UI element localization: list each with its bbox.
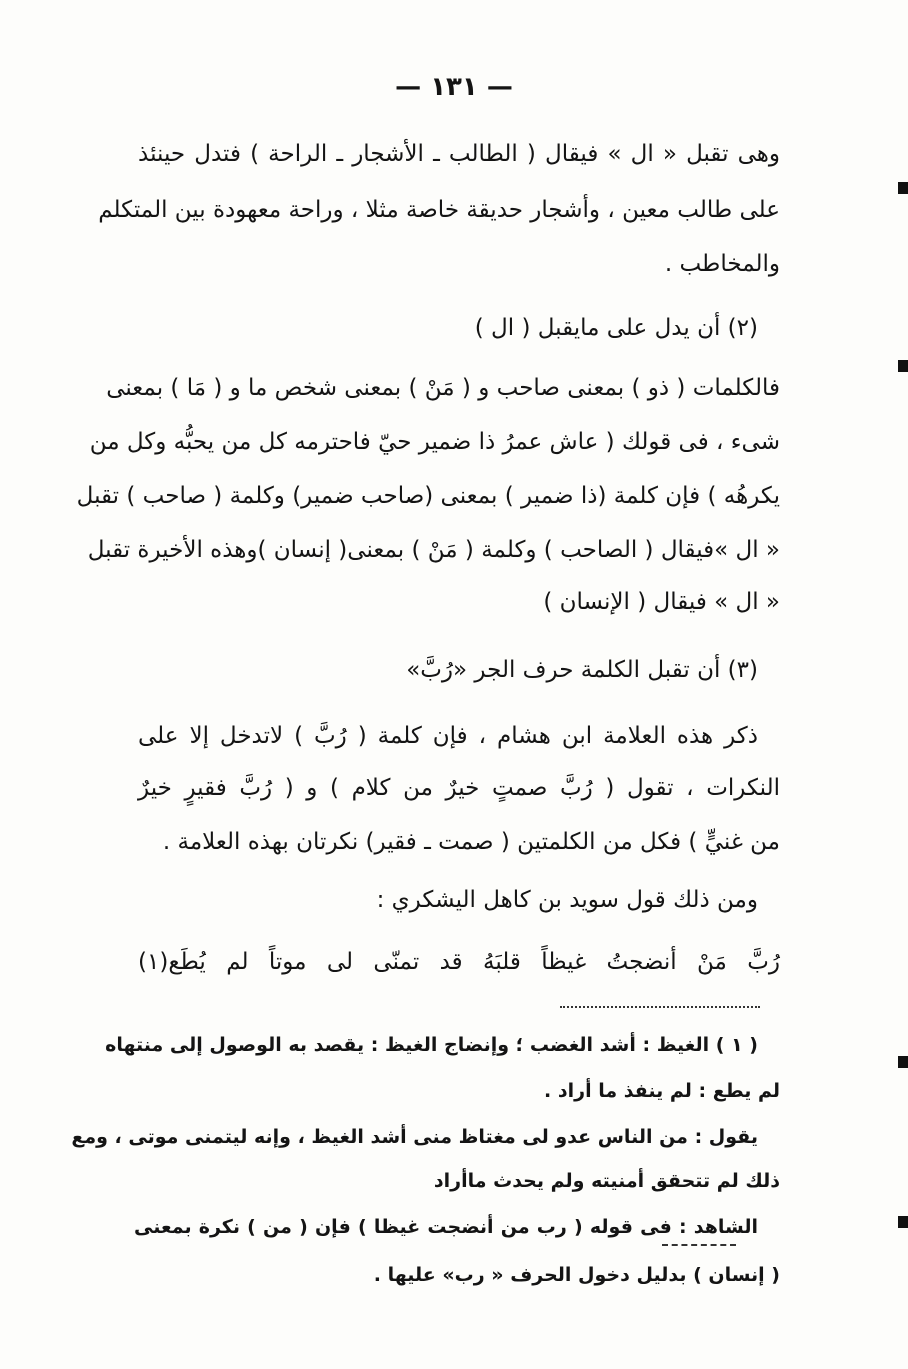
- footnote-line: ( إنسان ) بدليل دخول الحرف « رب» عليها .: [373, 1264, 780, 1286]
- section-heading: (٢) أن يدل على مايقبل ( ال ): [474, 315, 758, 341]
- footnote-line: الشاهد : فى قوله ( رب من أنضجت غيظا ) فإن ( من ) نكرة بمعنى: [134, 1216, 758, 1238]
- poetry-verse: رُبَّ مَنْ أنضجتُ غيظاً قلبَهُ قد تمنّى لى موتاً لم يُطَع(١): [138, 949, 780, 975]
- scan-edge-mark: [898, 1056, 908, 1068]
- footnote-divider: [560, 1006, 760, 1008]
- footnote-line: يقول : من الناس عدو لى مغتاظ منى أشد الغيظ ، وإنه ليتمنى موتى ، ومع: [71, 1126, 758, 1148]
- body-line: من غنيٍّ ) فكل من الكلمتين ( صمت ـ فقير) نكرتان بهذه العلامة .: [162, 829, 780, 855]
- body-line: على طالب معين ، وأشجار حديقة خاصة مثلا ، وراحة معهودة بين المتكلم: [98, 197, 780, 223]
- body-line: ذكر هذه العلامة ابن هشام ، فإن كلمة ( رُبَّ ) لاتدخل إلا على: [138, 723, 758, 749]
- body-line: ومن ذلك قول سويد بن كاهل اليشكري :: [376, 887, 758, 913]
- footnote-line: لم يطع : لم ينفذ ما أراد .: [544, 1080, 780, 1102]
- section-heading: (٣) أن تقبل الكلمة حرف الجر «رُبَّ»: [406, 657, 758, 683]
- scan-edge-mark: [898, 360, 908, 372]
- body-line: يكرهُه ) فإن كلمة (ذا ضمير ) بمعنى (صاحب ضمير) وكلمة ( صاحب ) تقبل: [76, 483, 780, 509]
- body-line: فالكلمات ( ذو ) بمعنى صاحب و ( مَنْ ) بمعنى شخص ما و ( مَا ) بمعنى: [106, 375, 780, 401]
- body-line: « ال »فيقال ( الصاحب ) وكلمة ( مَنْ ) بمعنى( إنسان )وهذه الأخيرة تقبل: [87, 537, 780, 563]
- body-line: وهى تقبل « ال » فيقال ( الطالب ـ الأشجار ـ الراحة ) فتدل حينئذ: [138, 141, 780, 167]
- scan-edge-mark: [898, 1216, 908, 1228]
- body-line: النكرات ، تقول ( رُبَّ صمتٍ خيرٌ من كلام ) و ( رُبَّ فقيرٍ خيرٌ: [138, 775, 780, 801]
- footnote-underline: [662, 1244, 736, 1246]
- footnote-line: ذلك لم تتحقق أمنيته ولم يحدث ماأراد: [433, 1170, 780, 1192]
- body-line: والمخاطب .: [664, 251, 780, 277]
- page-number: — ١٣١ —: [395, 72, 513, 102]
- body-line: « ال » فيقال ( الإنسان ): [543, 589, 780, 615]
- scan-edge-mark: [898, 182, 908, 194]
- footnote-line: ( ١ ) الغيظ : أشد الغضب ؛ وإنضاج الغيظ : يقصد به الوصول إلى منتهاه: [105, 1034, 758, 1056]
- body-line: شىء ، فى قولك ( عاش عمرُ ذا ضمير حيّ فاحترمه كل من يحبُّه وكل من: [89, 429, 780, 455]
